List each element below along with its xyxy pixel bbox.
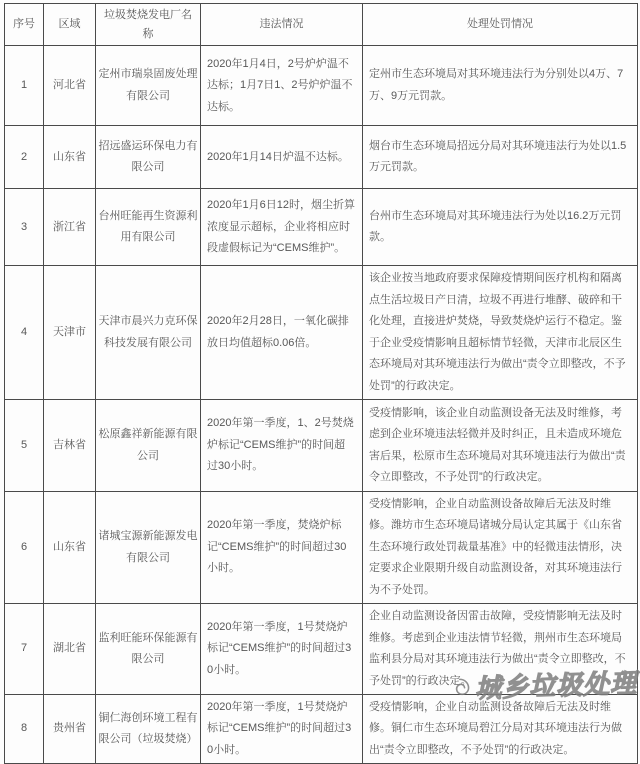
cell-no: 4 (5, 266, 44, 400)
table-row (5, 694, 638, 763)
table-row (5, 492, 638, 604)
cell-penalty: 受疫情影响，该企业自动监测设备无法及时维修，考虑到企业环境违法轻微并及时纠正，且未造成环境危害后果，松原市生态环境局对其环境违法行为做出“责令立即整改，不予处罚”的行政决定。 (363, 400, 638, 492)
cell-violation: 2020年2月28日，一氧化碳排放日均值超标0.06倍。 (201, 266, 363, 400)
cell-plant: 台州旺能再生资源利用有限公司 (96, 189, 201, 266)
table-row (5, 604, 638, 695)
table-row (5, 400, 638, 492)
cell-no: 3 (5, 189, 44, 266)
cell-plant: 招远盛运环保电力有限公司 (96, 126, 201, 189)
cell-no: 2 (5, 126, 44, 189)
cell-region: 贵州省 (44, 694, 96, 763)
cell-penalty: 受疫情影响，企业自动监测设备故障后无法及时维修。铜仁市生态环境局碧江分局对其环境违法行为做出“责令立即整改，不予处罚”的行政决定。 (363, 694, 638, 763)
cell-plant: 松原鑫祥新能源有限公司 (96, 400, 201, 492)
cell-violation: 2020年1月4日，2号炉炉温不达标；1月7日1、2号炉炉温不达标。 (201, 46, 363, 126)
header-row (5, 4, 638, 46)
cell-penalty: 受疫情影响，企业自动监测设备故障后无法及时维修。潍坊市生态环境局诸城分局认定其属于《山东省生态环境行政处罚裁量基准》中的轻微违法情形，决定要求企业限期升级自动监测设备，对其环境违法行为不予处罚。 (363, 492, 638, 604)
cell-no: 8 (5, 694, 44, 763)
violation-table (4, 3, 638, 764)
cell-plant: 监利旺能环保能源有限公司 (96, 604, 201, 695)
cell-region: 浙江省 (44, 189, 96, 266)
header-cell-penalty: 处理处罚情况 (363, 4, 638, 46)
violation-table-sheet (4, 3, 638, 764)
cell-plant: 诸城宝源新能源发电有限公司 (96, 492, 201, 604)
table-row (5, 266, 638, 400)
cell-violation: 2020年第一季度，1号焚烧炉标记“CEMS维护”的时间超过30小时。 (201, 694, 363, 763)
table-row (5, 126, 638, 189)
cell-no: 7 (5, 604, 44, 695)
cell-no: 1 (5, 46, 44, 126)
cell-violation: 2020年第一季度，1、2号焚烧炉标记“CEMS维护”的时间超过30小时。 (201, 400, 363, 492)
watermark-text: 城乡垃圾处理 (474, 667, 638, 704)
cell-penalty: 烟台市生态环境局招远分局对其环境违法行为处以1.5万元罚款。 (363, 126, 638, 189)
cell-violation: 2020年1月6日12时，烟尘折算浓度显示超标，企业将相应时段虚假标记为“CEMS维护”。 (201, 189, 363, 266)
cell-region: 山东省 (44, 492, 96, 604)
cell-region: 河北省 (44, 46, 96, 126)
cell-region: 吉林省 (44, 400, 96, 492)
cell-plant: 定州市瑞泉固废处理有限公司 (96, 46, 201, 126)
cell-region: 山东省 (44, 126, 96, 189)
cell-no: 6 (5, 492, 44, 604)
header-cell-plant: 垃圾焚烧发电厂名称 (96, 4, 201, 46)
cell-plant: 铜仁海创环境工程有限公司（垃圾焚烧） (96, 694, 201, 763)
cell-penalty: 该企业按当地政府要求保障疫情期间医疗机构和隔离点生活垃圾日产日清，垃圾不再进行堆酵、破碎和干化处理，直接进炉焚烧，导致焚烧炉运行不稳定。鉴于企业受疫情影响且超标情节轻微，天津市北辰区生态环境局对其环境违法行为做出“责令立即整改，不予处罚”的行政决定。 (363, 266, 638, 400)
cell-penalty: 企业自动监测设备因雷击故障，受疫情影响无法及时维修。考虑到企业违法情节轻微，荆州市生态环境局监利县分局对其环境违法行为做出“责令立即整改，不予处罚”的行政决定。 (363, 604, 638, 695)
cell-penalty: 定州市生态环境局对其环境违法行为分别处以4万、7万、9万元罚款。 (363, 46, 638, 126)
table-row (5, 46, 638, 126)
cell-plant: 天津市晨兴力克环保科技发展有限公司 (96, 266, 201, 400)
cell-violation: 2020年第一季度，1号焚烧炉标记“CEMS维护”的时间超过30小时。 (201, 604, 363, 695)
header-cell-region: 区域 (44, 4, 96, 46)
header-cell-violation: 违法情况 (201, 4, 363, 46)
header-cell-no: 序号 (5, 4, 44, 46)
cell-violation: 2020年1月14日炉温不达标。 (201, 126, 363, 189)
cell-region: 天津市 (44, 266, 96, 400)
cell-no: 5 (5, 400, 44, 492)
cell-penalty: 台州市生态环境局对其环境违法行为处以16.2万元罚款。 (363, 189, 638, 266)
cell-violation: 2020年第一季度，焚烧炉标记“CEMS维护”的时间超过30小时。 (201, 492, 363, 604)
table-row (5, 189, 638, 266)
cell-region: 湖北省 (44, 604, 96, 695)
